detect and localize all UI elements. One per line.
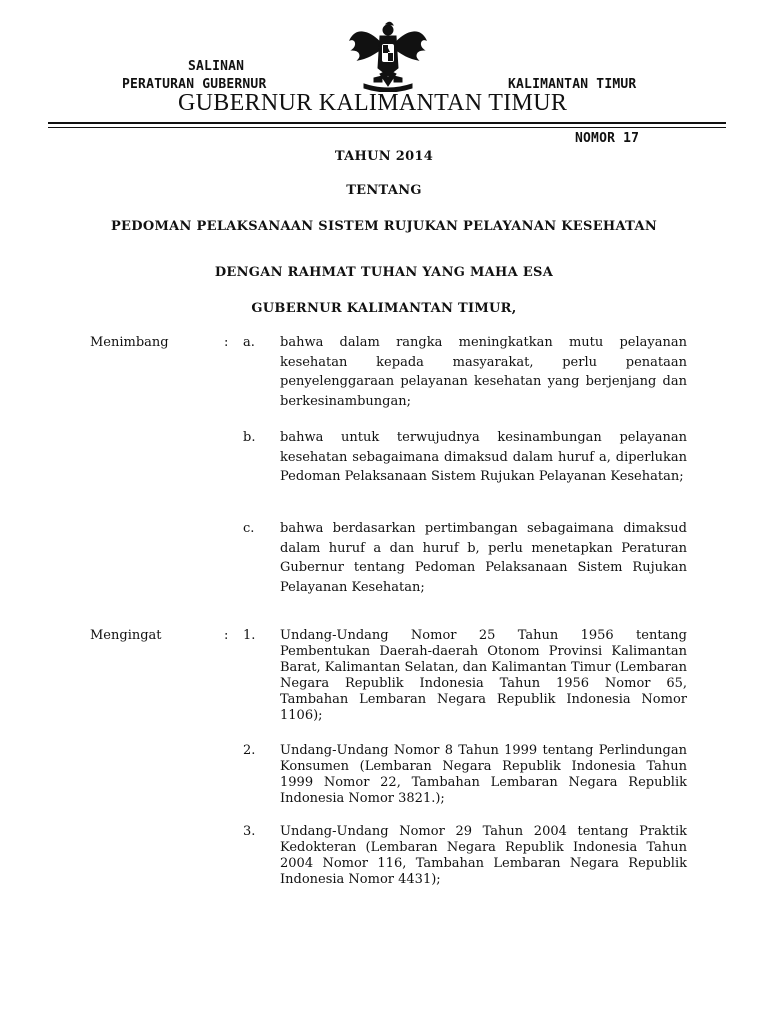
main-title: GUBERNUR KALIMANTAN TIMUR xyxy=(178,90,568,116)
mengingat-marker-2: 2. xyxy=(243,743,256,758)
menimbang-item-c: bahwa berdasarkan pertimbangan sebagaimana dimaksud dalam huruf a dan huruf b, perlu menetapkan Peraturan Gubernur tentang Pedoman Pelaksanaan Sistem Rujukan Pelayanan Kesehatan; xyxy=(280,521,687,595)
menimbang-marker-b: b. xyxy=(243,430,256,445)
kalimantan-timur-label: KALIMANTAN TIMUR xyxy=(508,77,637,92)
mengingat-marker-3: 3. xyxy=(243,824,256,839)
garuda-emblem-icon xyxy=(346,20,430,92)
menimbang-item-b: bahwa untuk terwujudnya kesinambungan pelayanan kesehatan sebagaimana dimaksud dalam huruf a, diperlukan Pedoman Pelaksanaan Sistem Rujukan Pelayanan Kesehatan; xyxy=(280,430,687,484)
mengingat-colon: : xyxy=(224,628,229,643)
nomor-label: NOMOR 17 xyxy=(575,131,640,146)
mengingat-item-1: Undang-Undang Nomor 25 Tahun 1956 tentang Pembentukan Daerah-daerah Otonom Provinsi Kalimantan Barat, Kalimantan Selatan, dan Kalimantan Timur (Lembaran Negara Republik Indonesia Tahun 1956 Nomor 65, Tambahan Lembaran Negara Republik Indonesia Nomor 1106); xyxy=(280,628,687,723)
tahun-label: TAHUN 2014 xyxy=(334,149,434,164)
mengingat-marker-1: 1. xyxy=(243,628,256,643)
mengingat-item-3: Undang-Undang Nomor 29 Tahun 2004 tentang Praktik Kedokteran (Lembaran Negara Republik Indonesia Tahun 2004 Nomor 116, Tambahan Lembaran Negara Republik Indonesia Nomor 4431); xyxy=(280,824,687,887)
menimbang-label: Menimbang xyxy=(90,335,169,350)
mengingat-item-2: Undang-Undang Nomor 8 Tahun 1999 tentang Perlindungan Konsumen (Lembaran Negara Republik Indonesia Tahun 1999 Nomor 22, Tambahan Lembaran Negara Republik Indonesia Nomor 3821.); xyxy=(280,743,687,806)
header-rule-thin xyxy=(48,127,726,128)
salinan-label: SALINAN xyxy=(188,59,245,74)
peraturan-gubernur-label: PERATURAN GUBERNUR xyxy=(122,77,267,92)
menimbang-marker-c: c. xyxy=(243,521,255,536)
menimbang-colon: : xyxy=(224,335,229,350)
menimbang-item-a: bahwa dalam rangka meningkatkan mutu pelayanan kesehatan kepada masyarakat, perlu penataan penyelenggaraan pelayanan kesehatan yang berjenjang dan berkesinambungan; xyxy=(280,335,687,409)
gubernur-line: GUBERNUR KALIMANTAN TIMUR, xyxy=(251,301,517,316)
menimbang-marker-a: a. xyxy=(243,335,255,350)
tentang-label: TENTANG xyxy=(346,183,422,198)
header-rule-thick xyxy=(48,122,726,124)
subject-title: PEDOMAN PELAKSANAAN SISTEM RUJUKAN PELAYANAN KESEHATAN xyxy=(110,219,658,234)
mengingat-label: Mengingat xyxy=(90,628,162,643)
rahmat-line: DENGAN RAHMAT TUHAN YANG MAHA ESA xyxy=(214,265,554,280)
